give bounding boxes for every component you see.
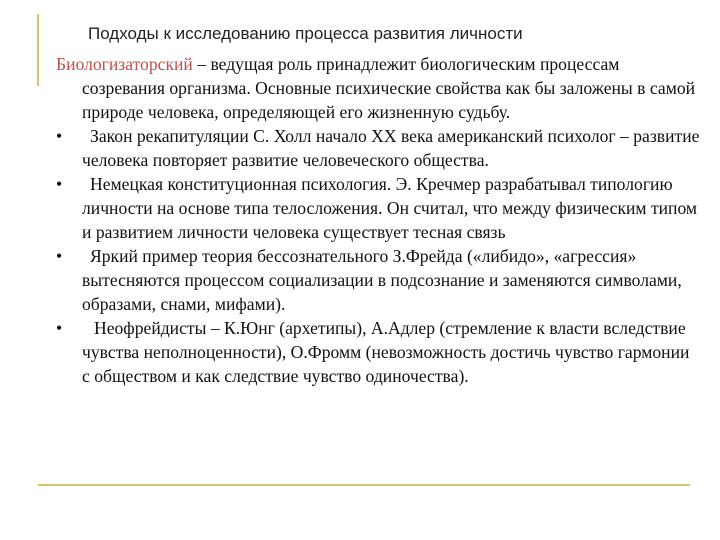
list-item: [56, 172, 701, 244]
list-item-text: Неофрейдисты – К.Юнг (архетипы), А.Адлер (стремление к власти вследствие чувства неполноценности), О.Фромм (невозможность достичь чувство гармонии с обществом и как следствие чувство одиночества).: [82, 318, 690, 386]
list-item-text: Яркий пример теория бессознательного З.Фрейда («либидо», «агрессия» вытесняются процессом социализации в подсознание и заменяются символами, образами, снами, мифами).: [82, 246, 682, 314]
list-item: [56, 316, 701, 388]
intro-paragraph: [56, 52, 701, 124]
intro-term: Биологизаторский: [56, 54, 193, 74]
list-item: [56, 244, 701, 316]
list-item-text: Закон рекапитуляции С. Холл начало XX века американский психолог – развитие человека повторяет развитие человеческого общества.: [82, 126, 700, 170]
bullet-icon: •: [56, 126, 63, 146]
decorative-vertical-line: [37, 14, 39, 86]
bullet-icon: •: [56, 318, 63, 338]
decorative-horizontal-line: [38, 484, 690, 486]
slide-title: Подходы к исследованию процесса развития личности: [88, 24, 523, 43]
content-body: [56, 52, 701, 388]
list-item: [56, 124, 701, 172]
intro-text: – ведущая роль принадлежит биологическим процессам созревания организма. Основные психические свойства как бы заложены в самой природе человека, определяющей его жизненную судьбу.: [82, 54, 696, 122]
bullet-icon: •: [56, 246, 63, 266]
bullet-icon: •: [56, 174, 63, 194]
list-item-text: Немецкая конституционная психология. Э. Кречмер разрабатывал типологию личности на основе типа телосложения. Он считал, что между физическим типом и развитием личности человека существует тесная связь: [82, 174, 698, 242]
